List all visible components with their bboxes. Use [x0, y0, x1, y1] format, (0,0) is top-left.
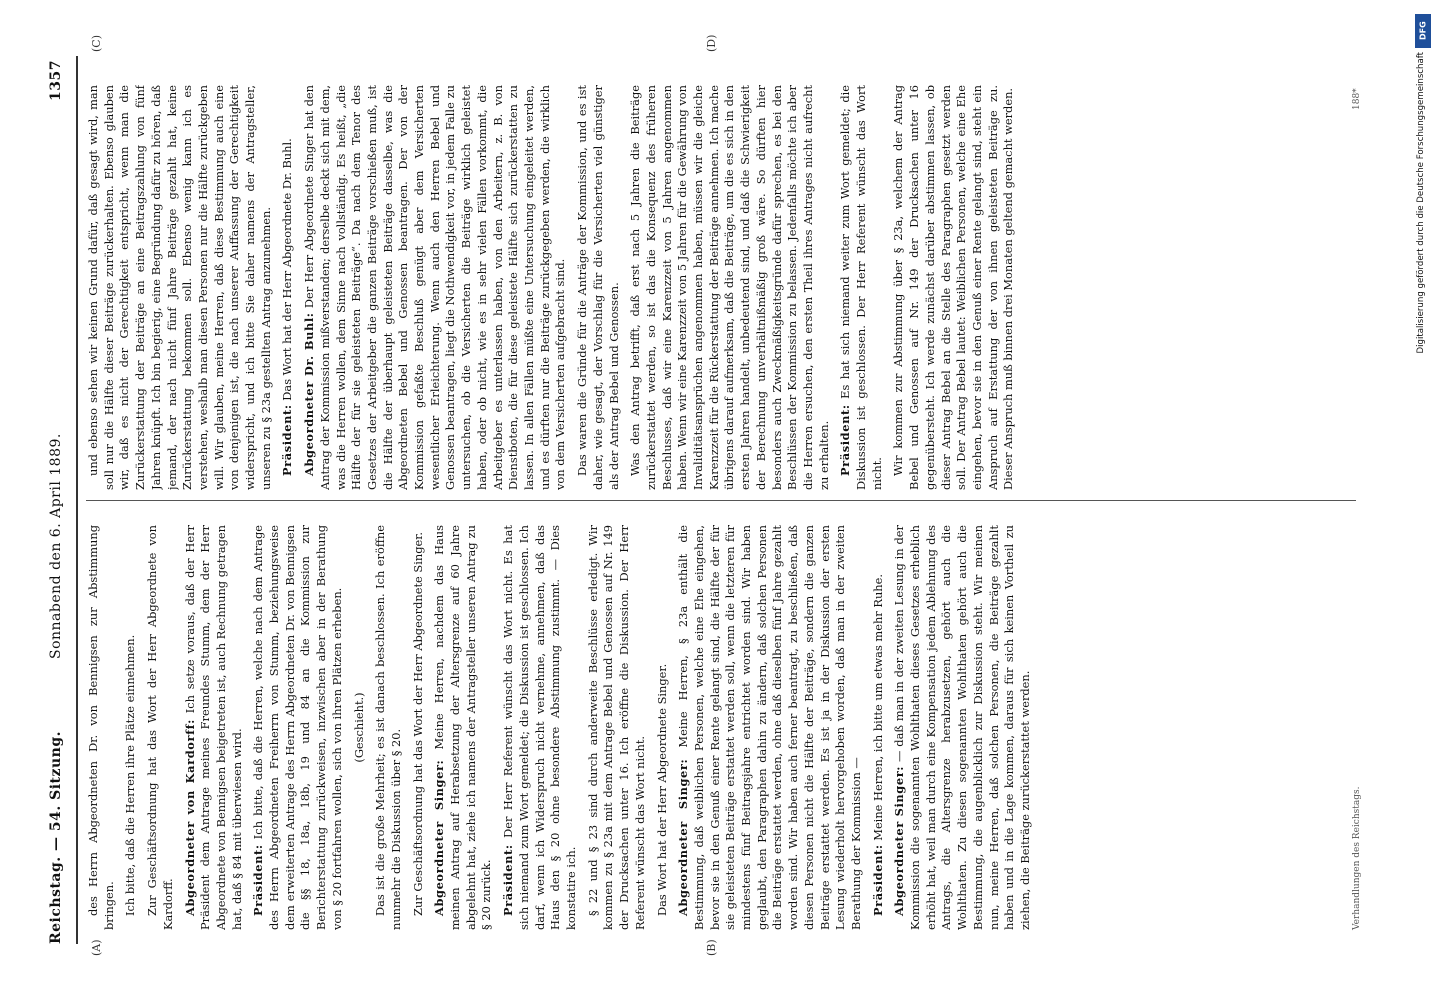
- page-header: [48, 56, 78, 944]
- left_column-paragraph: [183, 525, 246, 930]
- left_column-paragraph: [123, 525, 139, 930]
- left_column-paragraph: [501, 525, 580, 930]
- right-footer: 188*: [1352, 88, 1362, 110]
- header-rule: [76, 56, 78, 944]
- paragraph-text: — daß man in der zweiten Lesung in der Kommission die sogenannten Wohlthaten dieses Gesetzes erheblich erhöht hat, weil man durch eine Kompensation jedem Ablehnung des Antrags, die Altersgrenze herabzusetzen, gehört auch die Wohlthaten. Zu diesen sogenannten Wohlthaten gehört auch die Bestimmung, die augenblicklich zur Diskussion steht. Wir meinen nun, meine Herren, daß solchen Personen, die Beiträge gezahlt haben und in die Lage kommen, daraus für sich keinen Vortheil zu ziehen, die Beiträge zurückerstattet werden.: [892, 525, 1032, 930]
- paragraph-text: (Geschieht.): [351, 692, 366, 763]
- left_column-paragraph: [676, 525, 864, 930]
- left_column-paragraph: [251, 525, 345, 930]
- paragraph-text: Zur Geschäftsordnung hat das Wort der Herr Abgeordnete von Kardorff.: [145, 525, 175, 930]
- right_column-paragraph: [575, 85, 622, 490]
- speaker-name: Abgeordneter Dr. Buhl:: [302, 312, 317, 476]
- margin-marker-d: (D): [705, 34, 718, 52]
- speaker-name: Abgeordneter Singer:: [892, 765, 907, 916]
- speaker-name: Präsident:: [501, 844, 516, 916]
- paragraph-text: Meine Herren, § 23a enthält die Bestimmung, daß weiblichen Personen, welche eine Ehe eingehen, bevor sie in den Genuß einer Rente gelangt sind, die Hälfte der für sie geleisteten Beiträge erstattet werden soll, wenn die letzteren für mindestens fünf Beitragsjahre entrichtet worden sind. Wir haben geglaubt, den Paragraphen dahin zu ändern, daß solchen Personen die Beiträge erstattet werden, ohne daß dieselben fünf Jahre gezahlt worden sind. Wir haben auch ferner beantragt, zu beschließen, daß diesen Personen nicht die Hälfte der Beiträge, sondern die ganzen Beiträge erstattet werden. Es ist ja in der Diskussion der ersten Lesung wiederholt hervorgehoben worden, daß man in der zweiten Berathung der Kommission —: [676, 525, 863, 930]
- paragraph-text: Ich bitte, daß die Herren ihre Plätze einnehmen.: [123, 634, 138, 916]
- header-date: Sonnabend den 6. April 1889.: [48, 433, 64, 659]
- paragraph-text: des Herrn Abgeordneten Dr. von Bennigsen zur Abstimmung bringen.: [86, 525, 116, 930]
- right_column-paragraph: [838, 85, 885, 490]
- header-left: Reichstag. — 54. Sitzung.: [48, 731, 64, 944]
- digitization-credit: Digitalisierung gefördert durch die Deutsche Forschungsgemeinschaft: [1416, 52, 1426, 354]
- sidebar: [1414, 6, 1432, 994]
- left_column-paragraph: [411, 525, 427, 930]
- paragraph-text: Das Wort hat der Herr Abgeordnete Dr. Buhl.: [280, 138, 295, 401]
- paragraph-text: Wir kommen zur Abstimmung über § 23a, welchem der Antrag Bebel und Genossen auf Nr. 149 der Drucksachen unter 16 gegenübersteht. Ich werde zunächst darüber abstimmen lassen, ob dieser Antrag Bebel an die Stelle des Paragraphen gesetzt werden soll. Der Antrag Bebel lautet: Weiblichen Personen, welche eine Ehe eingehen, bevor sie in den Genuß einer Rente gelangt sind, steht ein Anspruch auf Erstattung der von ihnen geleisteten Beiträge zu. Dieser Anspruch muß binnen drei Monaten geltend gemacht werden.: [891, 85, 1016, 490]
- speaker-name: Abgeordneter Singer:: [432, 759, 447, 916]
- left_column-paragraph: [432, 525, 495, 930]
- paragraph-text: Das Wort hat der Herr Abgeordnete Singer.: [654, 663, 669, 916]
- paragraph-text: Der Herr Abgeordnete Singer hat den Antrag der Kommission mißverstanden; derselbe deckt sich mit dem, was die Herren wollen, dem Sinne nach vollständig. Es heißt, „die Hälfte der für sie geleisteten Beiträge“. Da nach dem Tenor des Gesetzes der Arbeitgeber die ganzen Beiträge vorschießen muß, ist die Hälfte der überhaupt geleisteten Beiträge dasselbe, was die Abgeordneten Bebel und Genossen beantragen. Der von der Kommission gefaßte Beschluß genügt aber dem Versicherten wesentlicher Erleichterung. Wenn auch den Herren Bebel und Genossen beantragen, liegt die Nothwendigkeit vor, in jedem Falle zu untersuchen, ob die Versicherten die Beiträge wirklich geleistet haben, oder ob nicht, wie es in sehr vielen Fällen vorkommt, die Arbeitgeber es unterlassen haben, von den Arbeitern, z. B. von Dienstboten, die für diese geleistete Hälfte sich zurückerstatten zu lassen. In allen Fällen müßte eine Untersuchung eingeleitet werden, und es dürften nur die Beiträge zurückgegeben werden, die wirklich von dem Versicherten aufgebracht sind.: [302, 85, 568, 490]
- left_column-paragraph: [586, 525, 649, 930]
- left_column-paragraph: [655, 525, 671, 930]
- right_column-paragraph: [86, 85, 274, 490]
- page-number: 1357: [48, 60, 64, 101]
- paragraph-text: Das waren die Gründe für die Anträge der Kommission, und es ist daher, wie gesagt, der Vorschlag für die Versicherten viel günstiger als der Antrag Bebel und Genossen.: [575, 85, 621, 490]
- left_column-paragraph: [145, 525, 176, 930]
- column-divider: [86, 500, 1356, 501]
- left_column-paragraph: [871, 525, 887, 930]
- paragraph-text: Ich setze voraus, daß der Herr Präsident dem Antrage meines Freundes Stumm, dem der Herr Abgeordnete von Bennigsen beigetreten ist, auch Rechnung getragen hat, daß § 84 mit überwiesen wird.: [182, 525, 244, 930]
- paragraph-text: Der Herr Referent wünscht das Wort nicht. Es hat sich niemand zum Wort gemeldet; die Diskussion ist geschlossen. Ich darf, wenn ich Widerspruch nicht vernehme, annehmen, daß das Haus den § 20 ohne besondere Abstimmung zustimmt. — Dies konstatire ich.: [501, 525, 578, 930]
- paragraph-text: Meine Herren, nachdem das Haus meinen Antrag auf Herabsetzung der Altersgrenze auf 60 Jahre abgelehnt hat, ziehe ich namens der Antragsteller unseren Antrag zu § 20 zurück.: [432, 525, 494, 930]
- paragraph-text: Zur Geschäftsordnung hat das Wort der Herr Abgeordnete Singer.: [410, 531, 425, 916]
- speaker-name: Präsident:: [870, 844, 885, 916]
- right_column-paragraph: [628, 85, 832, 490]
- left-column: [86, 525, 1346, 930]
- dfg-logo: DFG: [1415, 14, 1431, 48]
- left-footer: Verhandlungen des Reichstags.: [1352, 786, 1362, 930]
- speaker-name: Präsident:: [251, 844, 266, 916]
- right_column-paragraph: [891, 85, 1017, 490]
- speaker-name: Präsident:: [838, 404, 853, 476]
- margin-marker-b: (B): [705, 939, 718, 956]
- margin-marker-a: (A): [90, 939, 103, 956]
- paragraph-text: Ich bitte, daß die Herren, welche nach dem Antrage des Herrn Abgeordneten Freiherrn von Stumm, beziehungsweise dem erweiterten Antrage des Herrn Abgeordneten Dr. von Bennigsen die §§ 18, 18a, 18b, 19 und 84 an die Kommission zur Berichterstattung zurückweisen, inzwischen aber in der Berathung von § 20 fortfahren wollen, sich von ihren Plätzen erheben.: [251, 525, 344, 930]
- paragraph-text: Es hat sich niemand weiter zum Wort gemeldet; die Diskussion ist geschlossen. Der Herr Referent wünscht das Wort nicht.: [838, 85, 884, 490]
- paragraph-text: Das ist die große Mehrheit; es ist danach beschlossen. Ich eröffne nunmehr die Diskussion über § 20.: [373, 525, 403, 930]
- paragraph-text: Meine Herren, ich bitte um etwas mehr Ruhe.: [870, 574, 885, 841]
- paragraph-text: Was den Antrag betrifft, daß erst nach 5 Jahren die Beiträge zurückerstattet werden, so ist das die Konsequenz des früheren Beschlusses, daß wir eine Karenzzeit von 5 Jahren angenommen haben. Wenn wir eine Karenzzeit von 5 Jahren für die Gewährung von Invaliditätsansprüchen angenommen haben, müssen wir die gleiche Karenzzeit für die Rückerstattung der Beiträge annehmen. Ich mache übrigens darauf aufmerksam, daß die Beiträge, um die es sich in den ersten Jahren handelt, unbedeutend sind, und daß die Schwierigkeit der Berechnung unverhältnißmäßig groß wäre. So dürften hier besonders auch Zweckmäßigkeitsgründe dafür sprechen, es bei den Beschlüssen der Kommission zu belassen. Jedenfalls möchte ich aber die Herren ersuchen, den ersten Theil ihres Antrages nicht aufrecht zu erhalten.: [628, 85, 831, 490]
- right_column-paragraph: [302, 85, 569, 490]
- paragraph-text: und ebenso sehen wir keinen Grund dafür, daß gesagt wird, man soll nur die Hälfte dieser Beiträge zurückerhalten. Ebenso glauben wir, daß es nicht der Gerechtigkeit entspricht, wenn man die Zurückerstattung der Beiträge an eine Beitragszahlung von fünf Jahren knüpft. Ich bin begierig, eine Begründung dafür zu hören, daß jemand, der nach nicht fünf Jahre Beiträge gezahlt hat, keine Zurückerstattung bekommen soll. Ebenso wenig kann ich es verstehen, weshalb man diesen Personen nur die Hälfte zurückgeben will. Wir glauben, meine Herren, daß diese Bestimmung auch eine von denjenigen ist, die nach unserer Auffassung der Gerechtigkeit widerspricht, und ich bitte Sie daher namens der Antragsteller, unseren zu § 23a gestellten Antrag anzunehmen.: [86, 85, 273, 490]
- paragraph-text: § 22 und § 23 sind durch anderweite Beschlüsse erledigt. Wir kommen zu § 23a mit dem Antrage Bebel und Genossen auf Nr. 149 der Drucksachen unter 16. Ich eröffne die Diskussion. Der Herr Referent wünscht das Wort nicht.: [585, 525, 647, 930]
- right_column-paragraph: [280, 85, 296, 490]
- speaker-name: Abgeordneter von Kardorff:: [182, 719, 197, 916]
- left_column-paragraph: [86, 525, 117, 930]
- right-column: [86, 85, 1346, 490]
- margin-marker-c: (C): [90, 35, 103, 52]
- left_column-paragraph: [352, 525, 368, 930]
- left_column-paragraph: [892, 525, 1033, 930]
- left_column-paragraph: [373, 525, 404, 930]
- speaker-name: Abgeordneter Singer:: [676, 758, 691, 916]
- speaker-name: Präsident:: [280, 404, 295, 476]
